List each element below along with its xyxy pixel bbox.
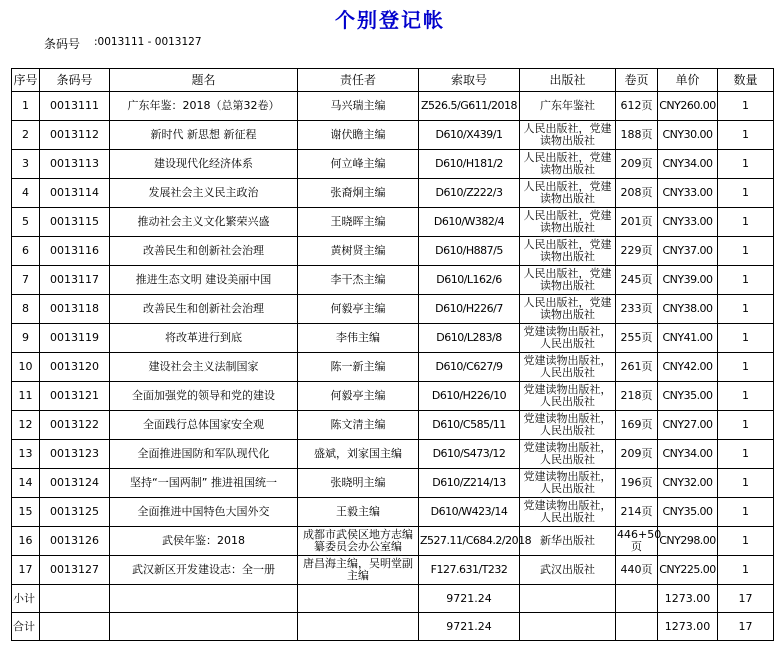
- price-cell: CNY41.00: [658, 324, 718, 353]
- title-cell: 将改革进行到底: [110, 324, 298, 353]
- call-number-cell: D610/W382/4: [419, 208, 520, 237]
- title-cell: 坚持“一国两制” 推进祖国统一: [110, 469, 298, 498]
- pages-cell: 188页: [616, 121, 658, 150]
- title-cell: 广东年鉴：2018（总第32卷）: [110, 92, 298, 121]
- quantity-cell: 1: [718, 179, 774, 208]
- barcode-cell: 0013115: [40, 208, 110, 237]
- barcode-cell: 0013121: [40, 382, 110, 411]
- call-number-cell: D610/H887/5: [419, 237, 520, 266]
- barcode-cell: 0013125: [40, 498, 110, 527]
- pages-cell: 255页: [616, 324, 658, 353]
- pages-cell: 218页: [616, 382, 658, 411]
- pages-cell: 245页: [616, 266, 658, 295]
- header-cell: 索取号: [419, 69, 520, 92]
- header-cell: 条码号: [40, 69, 110, 92]
- pages-cell: 229页: [616, 237, 658, 266]
- price-cell: CNY42.00: [658, 353, 718, 382]
- call-number-cell: D610/L162/6: [419, 266, 520, 295]
- subtotal-label: 小计: [12, 585, 40, 613]
- barcode-cell: 0013122: [40, 411, 110, 440]
- call-number-cell: D610/L283/8: [419, 324, 520, 353]
- row-number-cell: 12: [12, 411, 40, 440]
- title-cell: 全面推进国防和军队现代化: [110, 440, 298, 469]
- publisher-cell: 党建读物出版社，人民出版社: [520, 382, 616, 411]
- header-cell: 数量: [718, 69, 774, 92]
- barcode-cell: 0013119: [40, 324, 110, 353]
- quantity-cell: 1: [718, 411, 774, 440]
- publisher-cell: 人民出版社，党建读物出版社: [520, 208, 616, 237]
- row-number-cell: 2: [12, 121, 40, 150]
- price-cell: CNY33.00: [658, 208, 718, 237]
- header-cell: 出版社: [520, 69, 616, 92]
- page-title: 个别登记帐: [335, 8, 445, 32]
- quantity-cell: 1: [718, 527, 774, 556]
- publisher-cell: 党建读物出版社，人民出版社: [520, 440, 616, 469]
- publisher-cell: 人民出版社，党建读物出版社: [520, 237, 616, 266]
- header-cell: 责任者: [298, 69, 419, 92]
- author-cell: 何立峰主编: [298, 150, 419, 179]
- barcode-cell: 0013116: [40, 237, 110, 266]
- pages-cell: 196页: [616, 469, 658, 498]
- title-cell: 改善民生和创新社会治理: [110, 295, 298, 324]
- author-cell: 张裔炯主编: [298, 179, 419, 208]
- header-cell: 题名: [110, 69, 298, 92]
- table-row: [12, 527, 774, 556]
- author-cell: 何毅亭主编: [298, 382, 419, 411]
- publisher-cell: 人民出版社，党建读物出版社: [520, 150, 616, 179]
- table-row: [12, 237, 774, 266]
- call-number-cell: D610/W423/14: [419, 498, 520, 527]
- publisher-cell: 党建读物出版社，人民出版社: [520, 469, 616, 498]
- total-qty: 17: [718, 613, 774, 641]
- author-cell: 陈文清主编: [298, 411, 419, 440]
- barcode-cell: 0013117: [40, 266, 110, 295]
- table-row: [12, 208, 774, 237]
- barcode-cell: 0013124: [40, 469, 110, 498]
- title-cell: 全面加强党的领导和党的建设: [110, 382, 298, 411]
- price-cell: CNY35.00: [658, 382, 718, 411]
- title-cell: 全面推进中国特色大国外交: [110, 498, 298, 527]
- quantity-cell: 1: [718, 353, 774, 382]
- subtotal-callno-sum: 9721.24: [419, 585, 520, 613]
- total-row: [12, 613, 774, 641]
- price-cell: CNY298.00: [658, 527, 718, 556]
- call-number-cell: Z527.11/C684.2/2018: [419, 527, 520, 556]
- row-number-cell: 9: [12, 324, 40, 353]
- subtotal-qty: 17: [718, 585, 774, 613]
- price-cell: CNY30.00: [658, 121, 718, 150]
- call-number-cell: D610/H181/2: [419, 150, 520, 179]
- author-cell: 王晓晖主编: [298, 208, 419, 237]
- pages-cell: 214页: [616, 498, 658, 527]
- row-number-cell: 6: [12, 237, 40, 266]
- price-cell: CNY32.00: [658, 469, 718, 498]
- publisher-cell: 人民出版社，党建读物出版社: [520, 266, 616, 295]
- quantity-cell: 1: [718, 469, 774, 498]
- call-number-cell: D610/C627/9: [419, 353, 520, 382]
- barcode-cell: 0013120: [40, 353, 110, 382]
- barcode-cell: 0013111: [40, 92, 110, 121]
- publisher-cell: 武汉出版社: [520, 556, 616, 585]
- header-cell: 卷页: [616, 69, 658, 92]
- price-cell: CNY38.00: [658, 295, 718, 324]
- barcode-cell: 0013112: [40, 121, 110, 150]
- call-number-cell: D610/Z214/13: [419, 469, 520, 498]
- call-number-cell: D610/H226/7: [419, 295, 520, 324]
- publisher-cell: 党建读物出版社，人民出版社: [520, 324, 616, 353]
- call-number-cell: Z526.5/G611/2018: [419, 92, 520, 121]
- title-cell: 武汉新区开发建设志：全一册: [110, 556, 298, 585]
- publisher-cell: 人民出版社，党建读物出版社: [520, 121, 616, 150]
- table-row: [12, 121, 774, 150]
- barcode-label: 条码号: [44, 37, 81, 51]
- table-row: [12, 382, 774, 411]
- table-row: [12, 295, 774, 324]
- pages-cell: 233页: [616, 295, 658, 324]
- table-row: [12, 266, 774, 295]
- row-number-cell: 3: [12, 150, 40, 179]
- quantity-cell: 1: [718, 266, 774, 295]
- header-cell: 序号: [12, 69, 40, 92]
- call-number-cell: F127.631/T232: [419, 556, 520, 585]
- row-number-cell: 4: [12, 179, 40, 208]
- title-cell: 武侯年鉴：2018: [110, 527, 298, 556]
- author-cell: 马兴瑞主编: [298, 92, 419, 121]
- title-cell: 新时代 新思想 新征程: [110, 121, 298, 150]
- author-cell: 张晓明主编: [298, 469, 419, 498]
- author-cell: 谢伏瞻主编: [298, 121, 419, 150]
- price-cell: CNY37.00: [658, 237, 718, 266]
- total-callno-sum: 9721.24: [419, 613, 520, 641]
- row-number-cell: 7: [12, 266, 40, 295]
- header-row: [12, 69, 774, 92]
- table-row: [12, 92, 774, 121]
- publisher-cell: 人民出版社，党建读物出版社: [520, 295, 616, 324]
- quantity-cell: 1: [718, 440, 774, 469]
- header-cell: 单价: [658, 69, 718, 92]
- row-number-cell: 11: [12, 382, 40, 411]
- title-cell: 推进生态文明 建设美丽中国: [110, 266, 298, 295]
- barcode-cell: 0013123: [40, 440, 110, 469]
- call-number-cell: D610/Z222/3: [419, 179, 520, 208]
- table-row: [12, 440, 774, 469]
- price-cell: CNY35.00: [658, 498, 718, 527]
- author-cell: 李干杰主编: [298, 266, 419, 295]
- table-row: [12, 150, 774, 179]
- pages-cell: 208页: [616, 179, 658, 208]
- total-label: 合计: [12, 613, 40, 641]
- row-number-cell: 13: [12, 440, 40, 469]
- subtotal-price: 1273.00: [658, 585, 718, 613]
- barcode-cell: 0013126: [40, 527, 110, 556]
- pages-cell: 209页: [616, 150, 658, 179]
- title-cell: 建设社会主义法制国家: [110, 353, 298, 382]
- call-number-cell: D610/S473/12: [419, 440, 520, 469]
- pages-cell: 440页: [616, 556, 658, 585]
- quantity-cell: 1: [718, 150, 774, 179]
- row-number-cell: 17: [12, 556, 40, 585]
- quantity-cell: 1: [718, 208, 774, 237]
- author-cell: 王毅主编: [298, 498, 419, 527]
- row-number-cell: 5: [12, 208, 40, 237]
- row-number-cell: 10: [12, 353, 40, 382]
- publisher-cell: 人民出版社，党建读物出版社: [520, 179, 616, 208]
- quantity-cell: 1: [718, 295, 774, 324]
- barcode-cell: 0013127: [40, 556, 110, 585]
- subtotal-row: [12, 585, 774, 613]
- author-cell: 唐昌海主编，吴明堂副主编: [298, 556, 419, 585]
- publisher-cell: 广东年鉴社: [520, 92, 616, 121]
- table-row: [12, 324, 774, 353]
- price-cell: CNY260.00: [658, 92, 718, 121]
- pages-cell: 209页: [616, 440, 658, 469]
- barcode-range: :0013111 - 0013127: [94, 36, 202, 48]
- price-cell: CNY225.00: [658, 556, 718, 585]
- barcode-cell: 0013114: [40, 179, 110, 208]
- quantity-cell: 1: [718, 237, 774, 266]
- publisher-cell: 党建读物出版社，人民出版社: [520, 498, 616, 527]
- row-number-cell: 15: [12, 498, 40, 527]
- author-cell: 盛斌，刘家国主编: [298, 440, 419, 469]
- register-table: [11, 68, 774, 641]
- call-number-cell: D610/C585/11: [419, 411, 520, 440]
- title-cell: 全面践行总体国家安全观: [110, 411, 298, 440]
- quantity-cell: 1: [718, 498, 774, 527]
- publisher-cell: 党建读物出版社，人民出版社: [520, 411, 616, 440]
- author-cell: 黄树贤主编: [298, 237, 419, 266]
- barcode-cell: 0013118: [40, 295, 110, 324]
- total-price: 1273.00: [658, 613, 718, 641]
- author-cell: 陈一新主编: [298, 353, 419, 382]
- price-cell: CNY34.00: [658, 440, 718, 469]
- title-cell: 建设现代化经济体系: [110, 150, 298, 179]
- publisher-cell: 党建读物出版社，人民出版社: [520, 353, 616, 382]
- row-number-cell: 1: [12, 92, 40, 121]
- table-row: [12, 353, 774, 382]
- quantity-cell: 1: [718, 556, 774, 585]
- price-cell: CNY27.00: [658, 411, 718, 440]
- pages-cell: 201页: [616, 208, 658, 237]
- pages-cell: 169页: [616, 411, 658, 440]
- row-number-cell: 14: [12, 469, 40, 498]
- table-row: [12, 179, 774, 208]
- row-number-cell: 8: [12, 295, 40, 324]
- call-number-cell: D610/H226/10: [419, 382, 520, 411]
- price-cell: CNY34.00: [658, 150, 718, 179]
- barcode-cell: 0013113: [40, 150, 110, 179]
- table-row: [12, 556, 774, 585]
- table-row: [12, 469, 774, 498]
- call-number-cell: D610/X439/1: [419, 121, 520, 150]
- author-cell: 李伟主编: [298, 324, 419, 353]
- title-cell: 发展社会主义民主政治: [110, 179, 298, 208]
- quantity-cell: 1: [718, 324, 774, 353]
- pages-cell: 446+50页: [616, 527, 658, 556]
- title-cell: 改善民生和创新社会治理: [110, 237, 298, 266]
- quantity-cell: 1: [718, 121, 774, 150]
- publisher-cell: 新华出版社: [520, 527, 616, 556]
- title-cell: 推动社会主义文化繁荣兴盛: [110, 208, 298, 237]
- pages-cell: 612页: [616, 92, 658, 121]
- table-row: [12, 498, 774, 527]
- quantity-cell: 1: [718, 382, 774, 411]
- table-row: [12, 411, 774, 440]
- author-cell: 成都市武侯区地方志编纂委员会办公室编: [298, 527, 419, 556]
- pages-cell: 261页: [616, 353, 658, 382]
- price-cell: CNY33.00: [658, 179, 718, 208]
- price-cell: CNY39.00: [658, 266, 718, 295]
- author-cell: 何毅亭主编: [298, 295, 419, 324]
- quantity-cell: 1: [718, 92, 774, 121]
- row-number-cell: 16: [12, 527, 40, 556]
